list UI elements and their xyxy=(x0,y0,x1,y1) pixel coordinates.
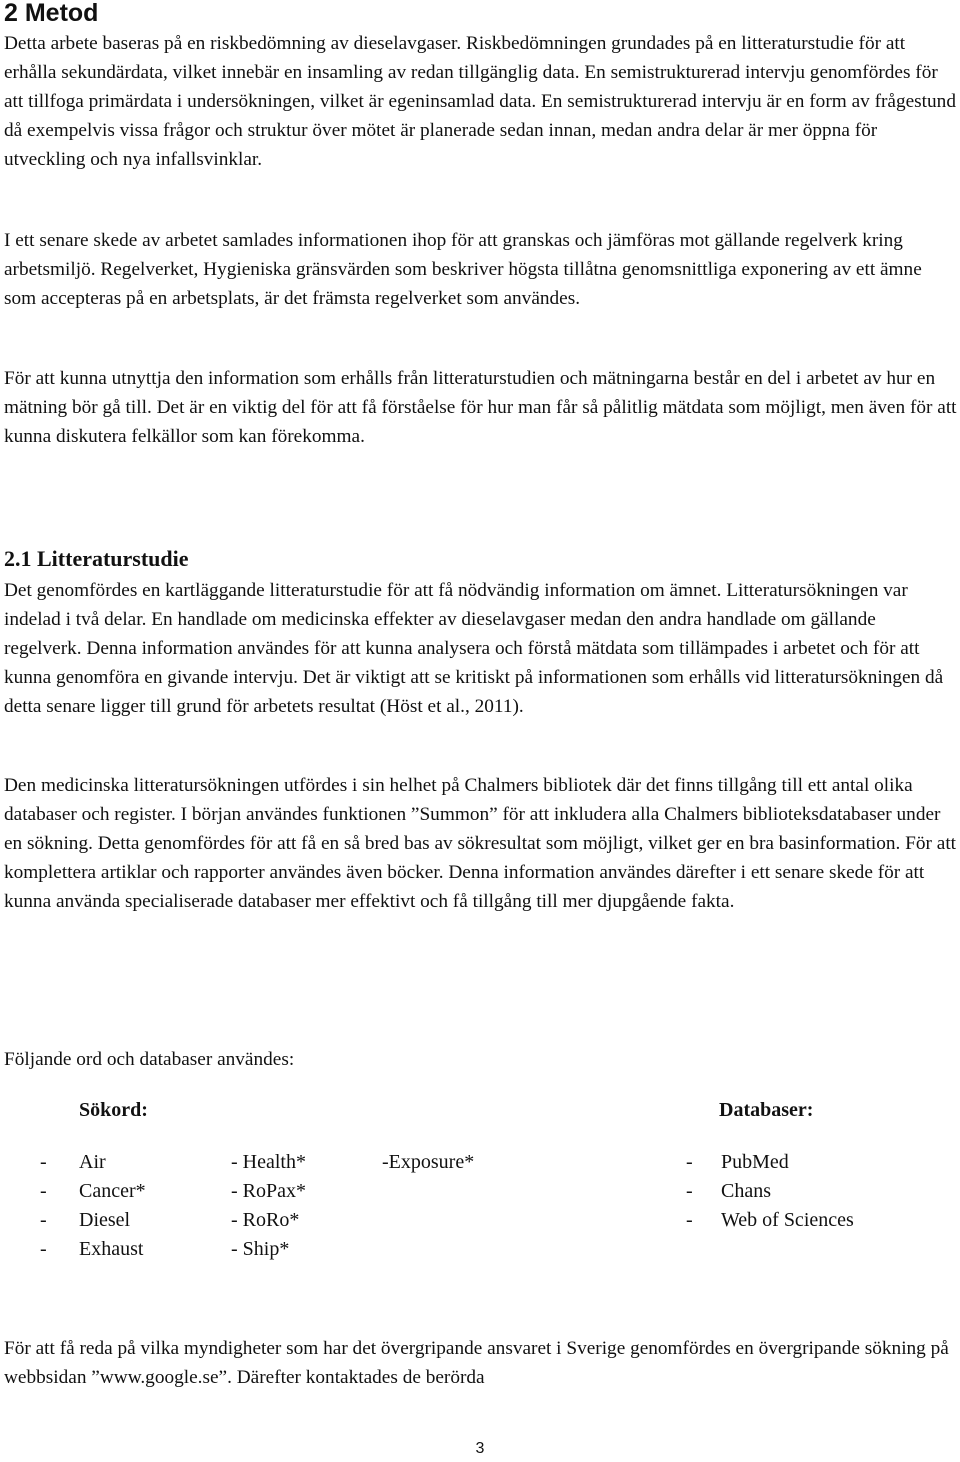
databases-heading: Databaser: xyxy=(719,1099,814,1121)
keyword-item: - Health* xyxy=(231,1151,306,1173)
keyword-item: - RoPax* xyxy=(231,1180,306,1202)
keyword-item: - Ship* xyxy=(231,1238,290,1260)
list-dash: - xyxy=(40,1180,47,1202)
list-dash: - xyxy=(686,1151,693,1173)
subsection-paragraph-3: Följande ord och databaser användes: xyxy=(4,1049,295,1070)
subsection-paragraph-1: Det genomfördes en kartläggande litteraturstudie för att få nödvändig information om ämnet. Litteratursökningen var indelad i två delar. En handlade om medicinska effekter av dieselavgaser medan den andra handlade om gällande regelverk. Denna information användes för att kunna analysera och förstå mätdata som tillämpades i arbetet och för att kunna genomföra en givande intervju. Det är viktigt att se kritiskt på informationen som erhålls vid litteratursökningen då detta senare ligger till grund för arbetets resultat (Höst et al., 2011). xyxy=(4,580,944,717)
section-heading: 2 Metod xyxy=(4,0,99,27)
subsection-heading: 2.1 Litteraturstudie xyxy=(4,546,189,571)
keyword-item: -Exposure* xyxy=(382,1151,475,1173)
list-dash: - xyxy=(40,1209,47,1231)
section-paragraph-3: För att kunna utnyttja den information som erhålls från litteraturstudien och mätningarna består en del i arbetet av hur en mätning bör gå till. Det är en viktig del för att få förståelse för hur man får så pålitlig mätdata som möjligt, men även för att kunna diskutera felkällor som kan förekomma. xyxy=(4,368,957,447)
keyword-item: - RoRo* xyxy=(231,1209,300,1231)
database-item: PubMed xyxy=(721,1151,789,1173)
keyword-item: Diesel xyxy=(79,1209,131,1231)
database-item: Web of Sciences xyxy=(721,1209,854,1231)
list-dash: - xyxy=(686,1180,693,1202)
list-dash: - xyxy=(40,1238,47,1260)
keywords-heading: Sökord: xyxy=(79,1099,148,1121)
closing-paragraph: För att få reda på vilka myndigheter som har det övergripande ansvaret i Sverige genomfördes en övergripande sökning på webbsidan ”www.google.se”. Därefter kontaktades de berörda xyxy=(4,1338,949,1388)
subsection-paragraph-2: Den medicinska litteratursökningen utfördes i sin helhet på Chalmers bibliotek där det finns tillgång till ett antal olika databaser och register. I början användes funktionen ”Summon” för att inkludera alla Chalmers biblioteksdatabaser under en sökning. Detta genomfördes för att få en så bred bas av sökresultat som möjligt, vilket ger en bra basinformation. För att komplettera artiklar och rapporter användes även böcker. Denna information användes därefter i ett senare skede för att kunna använda specialiserade databaser mer effektivt och få tillgång till mer djupgående fakta. xyxy=(4,775,957,912)
section-paragraph-1: Detta arbete baseras på en riskbedömning av dieselavgaser. Riskbedömningen grundades på en litteraturstudie för att erhålla sekundärdata, vilket innebär en insamling av redan tillgänglig data. En semistrukturerad intervju genomfördes för att tillfoga primärdata i undersökningen, vilket är egeninsamlad data. En semistrukturerad intervju är en form av frågestund då exempelvis vissa frågor och struktur över mötet är planerade sedan innan, medan andra delar är mer öppna för utveckling och nya infallsvinklar. xyxy=(4,33,956,170)
keyword-item: Cancer* xyxy=(79,1180,146,1202)
section-paragraph-2: I ett senare skede av arbetet samlades informationen ihop för att granskas och jämföras mot gällande regelverk kring arbetsmiljö. Regelverket, Hygieniska gränsvärden som beskriver högsta tillåtna genomsnittliga exponering av ett ämne som accepteras på en arbetsplats, är det främsta regelverket som användes. xyxy=(4,230,922,309)
page-number: 3 xyxy=(475,1440,485,1457)
database-item: Chans xyxy=(721,1180,771,1202)
keyword-item: Exhaust xyxy=(79,1238,144,1260)
list-dash: - xyxy=(40,1151,47,1173)
keyword-item: Air xyxy=(79,1151,106,1173)
list-dash: - xyxy=(686,1209,693,1231)
